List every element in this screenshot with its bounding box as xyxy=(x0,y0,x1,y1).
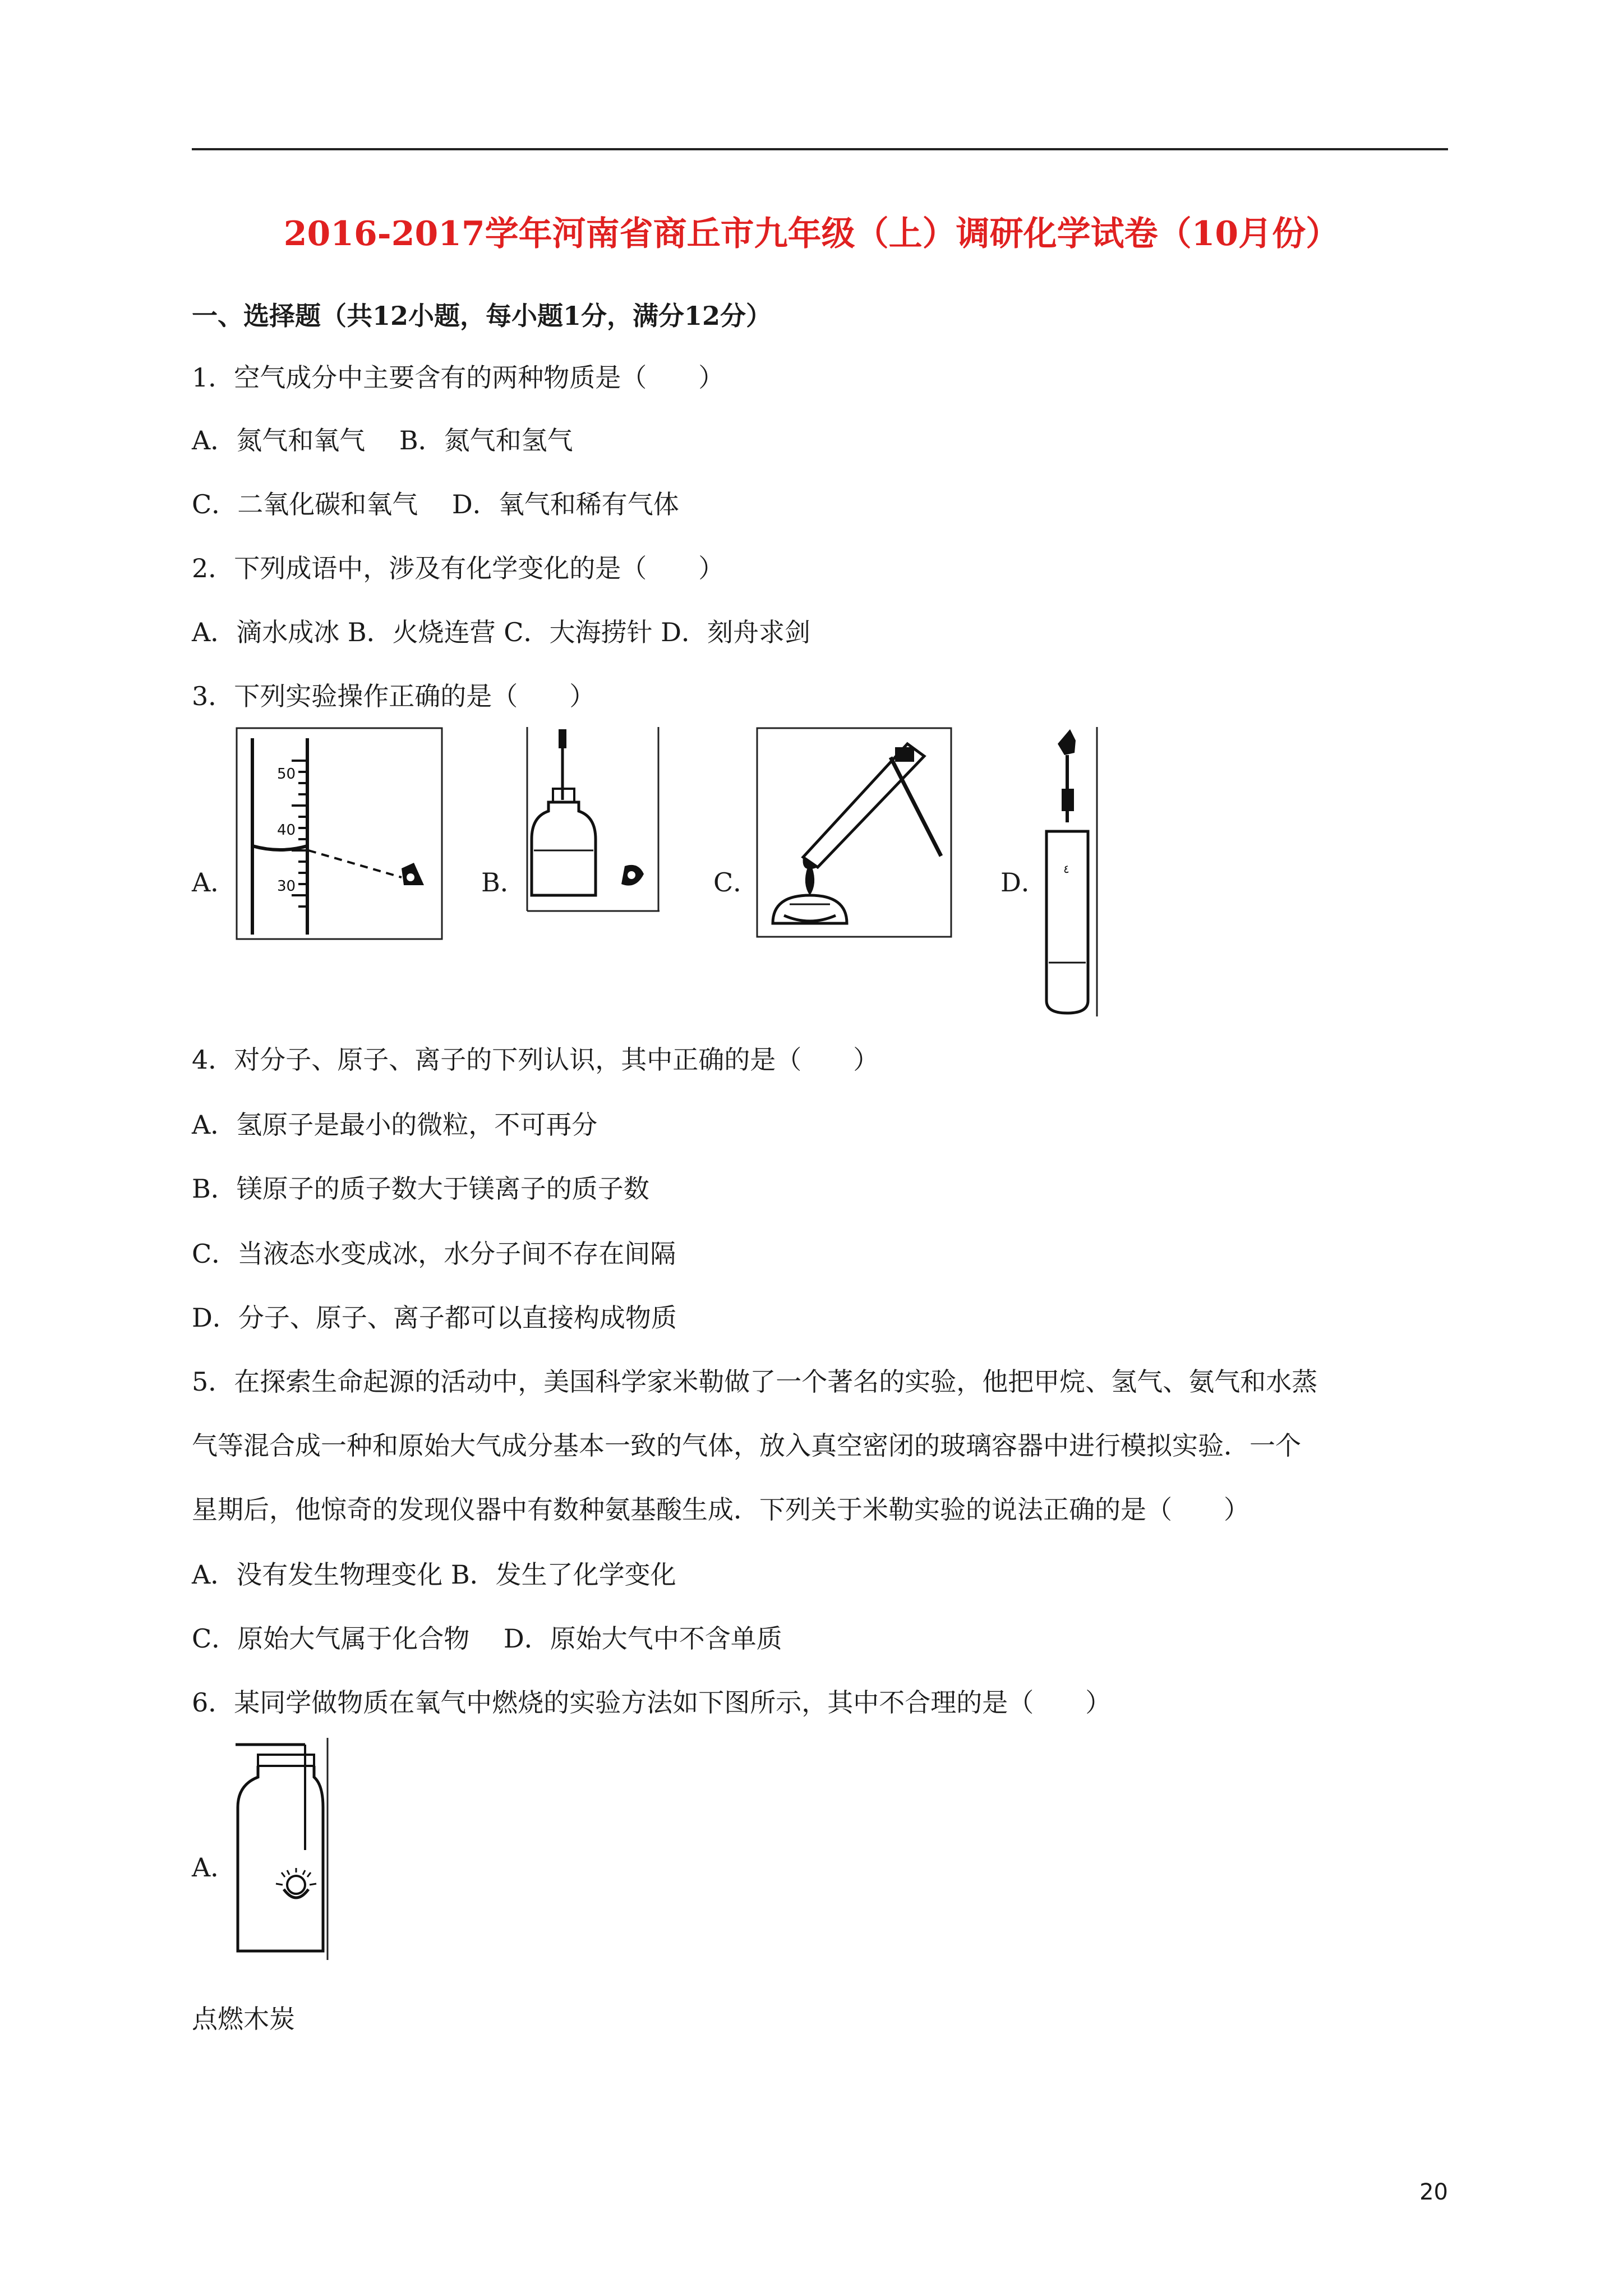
q5-options-ab: A．没有发生物理变化 B．发生了化学变化 xyxy=(192,1559,676,1590)
svg-text:٤: ٤ xyxy=(1063,862,1069,876)
q3-figure-a-graduated-cylinder xyxy=(236,727,443,940)
q6-stem: 6．某同学做物质在氧气中燃烧的实验方法如下图所示，其中不合理的是（ ） xyxy=(192,1687,1112,1718)
q2-options: A．滴水成冰 B．火烧连营 C．大海捞针 D．刻舟求剑 xyxy=(192,617,810,647)
section-heading: 一、选择题（共12小题，每小题1分，满分12分） xyxy=(192,301,772,331)
header-rule xyxy=(192,148,1448,150)
q3-figure-b-dropper-bottle xyxy=(526,727,661,912)
q3-label-a: A． xyxy=(192,867,237,898)
q4-option-a: A．氢原子是最小的微粒，不可再分 xyxy=(192,1110,598,1140)
cylinder-tick-30: 30 xyxy=(277,878,296,895)
q1-options-cd: C．二氧化碳和氧气 D．氧气和稀有气体 xyxy=(192,489,679,519)
q4-option-b: B．镁原子的质子数大于镁离子的质子数 xyxy=(192,1174,649,1204)
cylinder-tick-50: 50 xyxy=(277,766,296,783)
q3-figure-d-test-tube-dropper xyxy=(1041,727,1103,1019)
q4-option-d: D．分子、原子、离子都可以直接构成物质 xyxy=(192,1303,677,1333)
q6-label-a: A． xyxy=(192,1852,237,1883)
q4-option-c: C．当液态水变成冰，水分子间不存在间隔 xyxy=(192,1239,676,1269)
q1-stem: 1．空气成分中主要含有的两种物质是（ ） xyxy=(192,362,725,393)
q5-stem-line-2: 气等混合成一种和原始大气成分基本一致的气体，放入真空密闭的玻璃容器中进行模拟实验．一个 xyxy=(192,1430,1301,1461)
q4-stem: 4．对分子、原子、离子的下列认识，其中正确的是（ ） xyxy=(192,1045,879,1075)
q3-label-b: B． xyxy=(481,867,526,898)
q5-options-cd: C．原始大气属于化合物 D．原始大气中不含单质 xyxy=(192,1623,782,1654)
cylinder-tick-40: 40 xyxy=(277,822,296,839)
q1-options-ab: A．氮气和氧气 B．氮气和氢气 xyxy=(192,425,573,455)
q3-stem: 3．下列实验操作正确的是（ ） xyxy=(192,681,596,711)
exam-title: 2016-2017学年河南省商丘市九年级（上）调研化学试卷（10月份） xyxy=(283,214,1340,254)
q5-stem-line-1: 5．在探索生命起源的活动中，美国科学家米勒做了一个著名的实验，他把甲烷、氢气、氨气和水蒸 xyxy=(192,1366,1318,1397)
page-number: 20 xyxy=(1419,2179,1448,2205)
q3-label-d: D． xyxy=(1000,867,1047,898)
q6-figure-a-charcoal-jar xyxy=(233,1738,334,1960)
q6-caption-a: 点燃木炭 xyxy=(192,2004,295,2034)
q3-label-c: C． xyxy=(713,867,759,898)
q5-stem-line-3: 星期后，他惊奇的发现仪器中有数种氨基酸生成．下列关于米勒实验的说法正确的是（ ） xyxy=(192,1494,1249,1525)
q3-figure-c-heating-test-tube xyxy=(756,727,952,938)
q2-stem: 2．下列成语中，涉及有化学变化的是（ ） xyxy=(192,553,725,583)
